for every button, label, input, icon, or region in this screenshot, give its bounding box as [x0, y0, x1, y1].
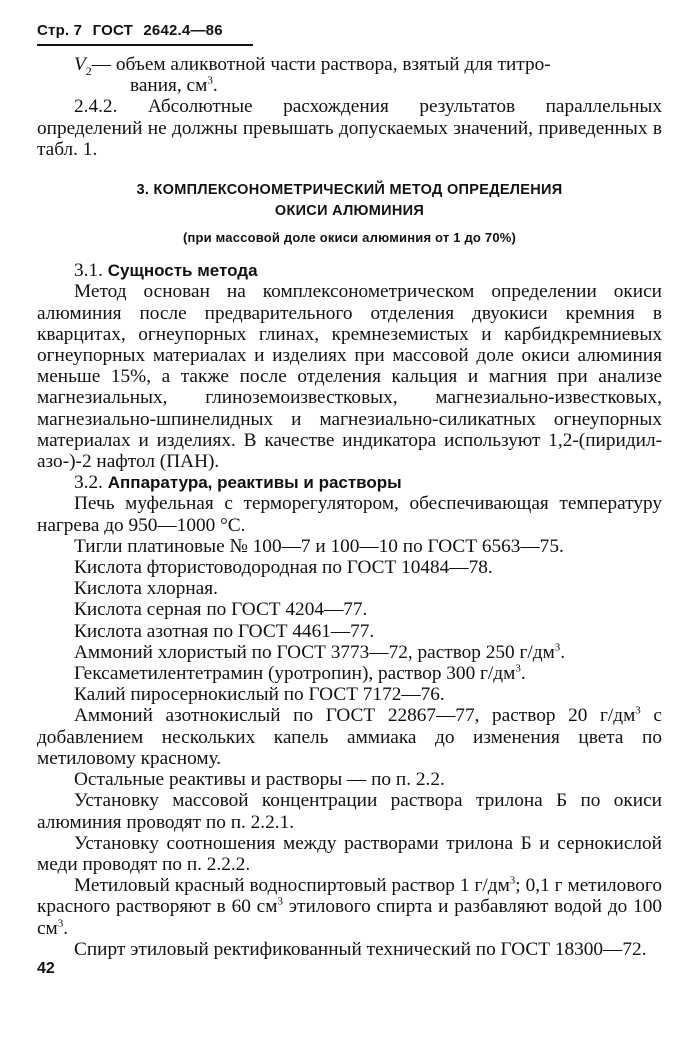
item-potassium-pyrosulfate: Калий пиросернокислый по ГОСТ 7172—76. — [74, 684, 445, 706]
v2-sup: 3 — [207, 74, 213, 87]
methyl-red-sup1: 3 — [509, 874, 516, 887]
v2-text-line2: вания, см — [130, 75, 208, 97]
hmta-end: . — [520, 663, 526, 685]
v2-symbol: V — [74, 54, 86, 75]
subsection-3-2-title: Аппаратура, реактивы и растворы — [107, 473, 402, 493]
ammonium-chloride-sup: 3 — [554, 641, 561, 654]
hmta-sup: 3 — [515, 662, 521, 675]
section-3-title-line1: 3. КОМПЛЕКСОНОМЕТРИЧЕСКИЙ МЕТОД ОПРЕДЕЛЕНИЯ — [136, 182, 563, 199]
item-sulfuric-acid: Кислота серная по ГОСТ 4204—77. — [74, 599, 368, 621]
header-rule — [37, 44, 253, 46]
item-methyl-red — [37, 875, 662, 939]
document-body — [37, 54, 662, 960]
item-ethanol: Спирт этиловый ректификованный технический по ГОСТ 18300—72. — [74, 938, 647, 960]
methyl-red-mid2: этилового спирта и разбавляют водой до 100 см — [37, 896, 663, 939]
ammonium-chloride-end: . — [560, 641, 566, 663]
ammonium-nitrate-end: с добавлением нескольких капель аммиака до изменения цвета по метиловому красному. — [37, 705, 662, 769]
ammonium-nitrate-text: Аммоний азотнокислый по ГОСТ 22867—77, раствор 20 г/дм — [74, 705, 636, 727]
item-trilon-concentration: Установку массовой концентрации раствора трилона Б по окиси алюминия проводят по п. 2.2.1. — [37, 790, 662, 833]
page-label: Стр. 7 — [37, 22, 83, 39]
item-nitric-acid: Кислота азотная по ГОСТ 4461—77. — [74, 620, 375, 642]
v2-subscript: 2 — [85, 63, 92, 78]
item-crucibles: Тигли платиновые № 100—7 и 100—10 по ГОСТ 6563—75. — [74, 535, 564, 557]
ammonium-chloride-text: Аммоний хлористый по ГОСТ 3773—72, раствор 250 г/дм — [74, 641, 555, 663]
methyl-red-mid: ; 0,1 г метилового красного растворяют в 60 см — [37, 875, 662, 918]
section-3-title-line2: ОКИСИ АЛЮМИНИЯ — [274, 203, 425, 220]
v2-text-line1: — объем аликвотной части раствора, взятый для титро- — [91, 54, 551, 75]
methyl-red-sup3: 3 — [57, 917, 64, 930]
subsection-3-2-number: 3.2. — [74, 472, 103, 494]
v2-definition — [37, 54, 662, 96]
item-ammonium-chloride — [37, 642, 662, 663]
item-other-reagents: Остальные реактивы и растворы — по п. 2.2. — [74, 769, 445, 791]
subsection-3-1-body: Метод основан на комплексонометрическом определении окиси алюминия после предварительного отделения двуокиси кремния в кварцитах, огнеупорных глинах, кремнеземистых и карбидкремниевых огнеупорных материалах и изделиях при массовой доле окиси алюминия меньше 15%, а также после отделения кальция и магния при анализе магнезиальных, глиноземоизвестковых, магнезиально-известковых, магнезиально-шпинелидных и магнезиально-силикатных огнеупорных материалах и изделиях. В качестве индикатора используют 1,2-(пиридил-азо-)-2 нафтол (ПАН). — [37, 281, 662, 473]
item-perchloric-acid: Кислота хлорная. — [74, 578, 218, 600]
hmta-text: Гексаметилентетрамин (уротропин), раствор 300 г/дм — [74, 663, 516, 685]
subsection-3-1-heading — [37, 260, 662, 281]
ammonium-nitrate-sup: 3 — [635, 705, 641, 718]
gost-label: ГОСТ — [92, 22, 133, 39]
item-hexamethylenetetramine — [37, 663, 662, 684]
section-3-subtitle: (при массовой доле окиси алюминия от 1 до 70%) — [182, 230, 517, 246]
v2-end: . — [212, 75, 218, 97]
page-number: 42 — [37, 960, 55, 977]
page-header — [37, 22, 229, 39]
subsection-3-1-title: Сущность метода — [107, 261, 258, 281]
gost-number: 2642.4—86 — [143, 22, 223, 39]
methyl-red-text: Метиловый красный водноспиртовый раствор 1 г/дм — [74, 875, 510, 897]
item-hydrofluoric-acid: Кислота фтористоводородная по ГОСТ 10484—78. — [74, 557, 493, 579]
paragraph-2-4-2: 2.4.2. Абсолютные расхождения результатов параллельных определений не должны превышать допускаемых значений, приведенных в табл. 1. — [37, 96, 662, 160]
item-furnace: Печь муфельная с терморегулятором, обеспечивающая температуру нагрева до 950—1000 °С. — [37, 493, 662, 536]
subsection-3-1-number: 3.1. — [74, 260, 103, 282]
methyl-red-sup2: 3 — [277, 895, 283, 908]
methyl-red-end: . — [63, 917, 69, 939]
item-trilon-ratio: Установку соотношения между растворами трилона Б и сернокислой меди проводят по п. 2.2.2. — [37, 832, 662, 875]
item-ammonium-nitrate — [37, 705, 662, 769]
subsection-3-2-heading — [37, 472, 662, 493]
